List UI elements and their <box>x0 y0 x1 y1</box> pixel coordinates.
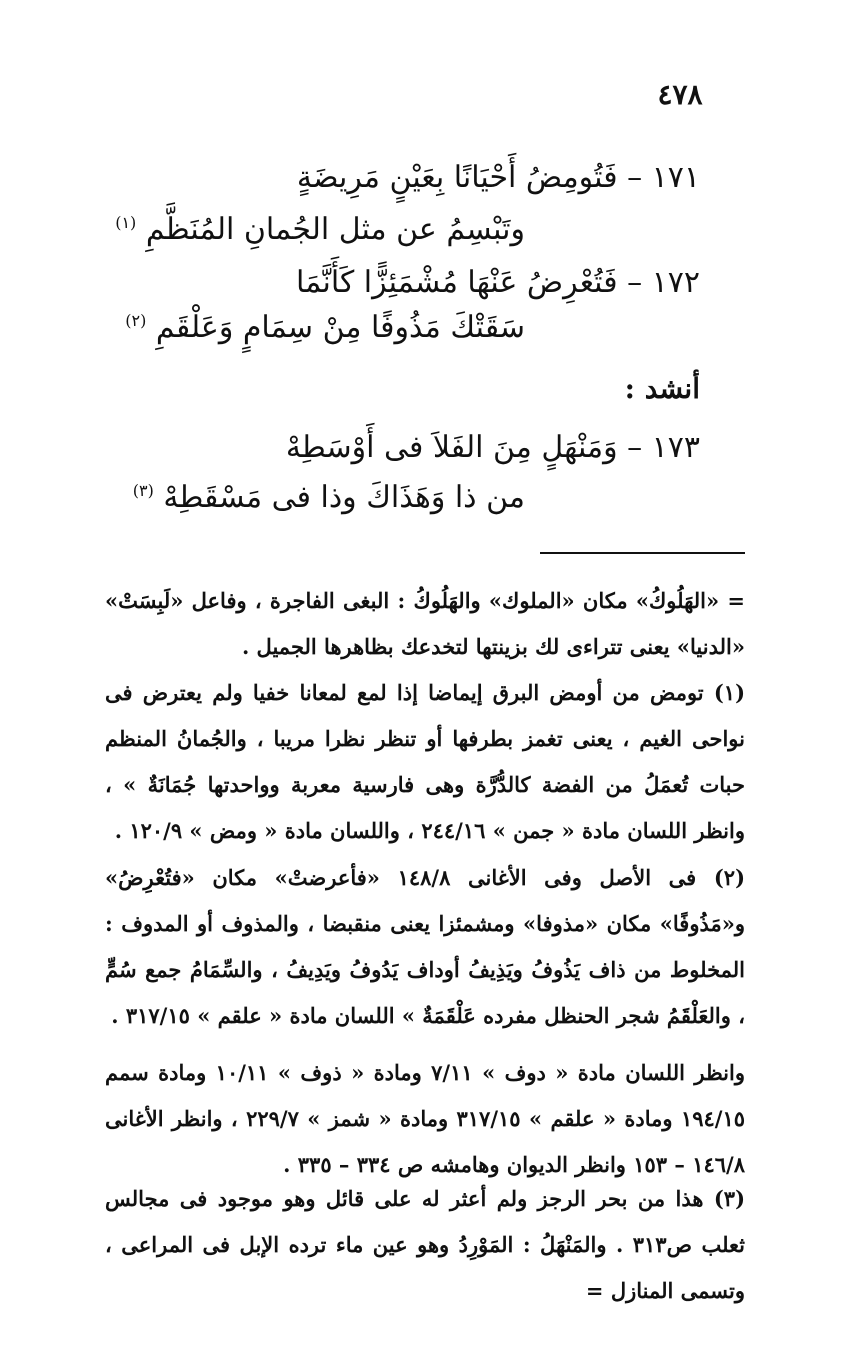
footnote-separator <box>540 552 745 554</box>
verse-172-second-text: سَقَتْكَ مَذُوفًا مِنْ سِمَامٍ وَعَلْقَمِ <box>155 310 525 345</box>
verse-172-first-hemistich <box>296 265 700 300</box>
footnote-continuation: = «الهَلُوكُ» مكان «الملوك» والهَلُوكُ : البغى الفاجرة ، وفاعل «لَبِسَتْ» «الدنيا» يعنى تتراءى لك بزينتها لتخدعك بظاهرها الجميل . <box>105 588 745 659</box>
verse-173-first-text: ١٧٣ – وَمَنْهَلٍ مِنَ الفَلاَ فى أَوْسَطِهْ <box>285 430 700 465</box>
verse-173-second-hemistich <box>133 480 525 515</box>
page-number: ٤٧٨ <box>657 78 703 111</box>
footnote-ref-2: (٢) <box>125 311 147 330</box>
verse-172-first-text: ١٧٢ – فَتُعْرِضُ عَنْهَا مُشْمَئِزًّا كَأَنَّمَا <box>295 265 700 300</box>
footnote-2: (٢) فى الأصل وفى الأغانى ١٤٨/٨ «فأعرضتْ» مكان «فتُعْرِضُ» و«مَذُوفًا» مكان «مذوفا» ومشمئزا يعنى منقبضا ، والمذوف أو المدوف : المخلوط من ذاف يَذُوفُ ويَذِيفُ أوداف يَدُوفُ ويَدِيفُ ، والسِّمَامُ جمع سُمٍّ ، والعَلْقَمُ شجر الحنظل مفرده عَلْقَمَةٌ » اللسان مادة « علقم » ٣١٧/١٥ . <box>105 865 745 1028</box>
verse-172-second-hemistich <box>125 310 525 345</box>
footnote-ref-1: (١) <box>115 213 137 232</box>
verse-171-second-hemistich <box>115 212 525 247</box>
footnote-1: (١) تومض من أومض البرق إيماضا إذا لمع لمعانا خفيا ولم يعترض فى نواحى الغيم ، يعنى تغمز بطرفها أو تنظر نظرا مريبا ، والجُمانُ المنظم حبات تُعمَلُ من الفضة كالدُّرَّة وهى فارسية معربة وواحدتها جُمَانَةٌ » ، وانظر اللسان مادة « جمن » ٢٤٤/١٦ ، واللسان مادة « ومض » ١٢٠/٩ . <box>105 680 745 843</box>
verse-171-second-text: وتَبْسِمُ عن مثل الجُمانِ المُنَظَّمِ <box>145 212 525 247</box>
verse-171-first-hemistich <box>297 160 700 195</box>
footnote-3: (٣) هذا من بحر الرجز ولم أعثر له على قائل وهو موجود فى مجالس ثعلب ص٣١٣ . والمَنْهَلُ : المَوْرِدُ وهو عين ماء ترده الإبل فى المراعى ، وتسمى المنازل = <box>105 1186 745 1303</box>
verse-171-first-text: ١٧١ – فَتُومِضُ أَحْيَانًا بِعَيْنٍ مَرِيضَةٍ <box>296 160 700 195</box>
verse-173-second-text: من ذا وَهَذَاكَ وذا فى مَسْقَطِهْ <box>163 480 525 515</box>
footnote-ref-3: (٣) <box>132 481 154 500</box>
recitation-heading: أنشد : <box>624 372 700 405</box>
verse-173-first-hemistich <box>286 430 700 465</box>
footnote-2-references: وانظر اللسان مادة « دوف » ٧/١١ ومادة « ذوف » ١٠/١١ ومادة سمم ١٩٤/١٥ ومادة « علقم » ٣١٧/١٥ ومادة « شمز » ٢٢٩/٧ ، وانظر الأغانى ١٤٦/٨ – ١٥٣ وانظر الديوان وهامشه ص ٣٣٤ – ٣٣٥ . <box>105 1060 746 1177</box>
